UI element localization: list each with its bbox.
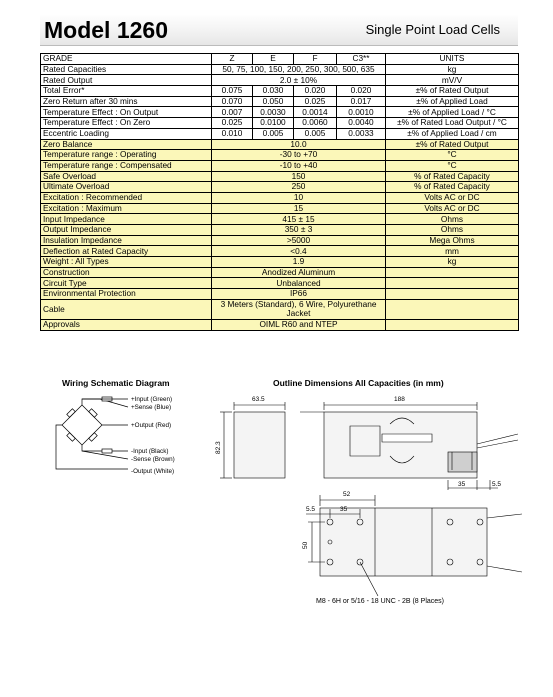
value-cell: 10 (212, 192, 386, 203)
row-label-cell: Cable (41, 299, 212, 319)
row-label-cell: Zero Balance (41, 139, 212, 150)
grade-value-cell: 0.030 (253, 86, 294, 97)
grade-value-cell: 0.020 (337, 86, 386, 97)
row-label-cell: Rated Capacities (41, 64, 212, 75)
grade-value-cell: 0.0040 (337, 118, 386, 129)
grade-header-cell: C3** (337, 54, 386, 65)
table-row (41, 320, 519, 331)
units-cell: % of Rated Capacity (386, 182, 519, 193)
units-cell: ±% of Applied Load (386, 96, 519, 107)
grade-value-cell: 0.0030 (253, 107, 294, 118)
dim-label: 35 (340, 506, 348, 513)
table-row (41, 64, 519, 75)
row-label-cell: Temperature Effect : On Output (41, 107, 212, 118)
dim-label: 35 (458, 481, 466, 488)
units-cell: ±% of Rated Output (386, 139, 519, 150)
units-cell: ±% of Rated Load Output / °C (386, 118, 519, 129)
row-label-cell: Rated Output (41, 75, 212, 86)
row-label-cell: Zero Return after 30 mins (41, 96, 212, 107)
row-label-cell: Temperature Effect : On Zero (41, 118, 212, 129)
units-cell: °C (386, 160, 519, 171)
thread-note: M8 - 6H or 5/16 - 18 UNC - 2B (8 Places) (316, 598, 444, 605)
wire-label: +Sense (Blue) (131, 404, 172, 411)
wire-label: -Input (Black) (131, 448, 169, 455)
dim-label: 63.5 (252, 396, 265, 403)
row-label-cell: Safe Overload (41, 171, 212, 182)
row-label-cell: Excitation : Maximum (41, 203, 212, 214)
row-label-cell: Weight : All Types (41, 257, 212, 268)
row-label-cell: Construction (41, 267, 212, 278)
table-row (41, 150, 519, 161)
table-row (41, 278, 519, 289)
table-row (41, 299, 519, 319)
table-row (41, 267, 519, 278)
grade-value-cell: 0.025 (212, 118, 253, 129)
table-header-row (41, 54, 519, 65)
outline-title: Outline Dimensions All Capacities (in mm) (273, 378, 444, 388)
row-label-cell: Output Impedance (41, 225, 212, 236)
grade-value-cell: 0.0100 (253, 118, 294, 129)
value-cell: 10.0 (212, 139, 386, 150)
grade-header-cell: E (253, 54, 294, 65)
units-cell (386, 289, 519, 300)
wire-label: -Sense (Brown) (131, 456, 175, 463)
units-cell: Volts AC or DC (386, 203, 519, 214)
table-row (41, 225, 519, 236)
grade-value-cell: 0.007 (212, 107, 253, 118)
table-row (41, 214, 519, 225)
value-cell: -30 to +70 (212, 150, 386, 161)
row-label-cell: Temperature range : Compensated (41, 160, 212, 171)
table-row (41, 118, 519, 129)
dim-label: 52 (343, 491, 351, 498)
units-cell: ±% of Applied Load / °C (386, 107, 519, 118)
grade-value-cell: 0.0014 (294, 107, 337, 118)
dim-label: 188 (394, 396, 405, 403)
units-cell (386, 278, 519, 289)
value-cell: 15 (212, 203, 386, 214)
row-label-cell: Environmental Protection (41, 289, 212, 300)
outline-drawing (200, 390, 540, 620)
row-label-cell: Excitation : Recommended (41, 192, 212, 203)
value-cell: 250 (212, 182, 386, 193)
table-row (41, 160, 519, 171)
table-row (41, 203, 519, 214)
dim-label: 82.3 (215, 441, 222, 454)
grade-value-cell: 0.017 (337, 96, 386, 107)
grade-header-cell: Z (212, 54, 253, 65)
model-title: Model 1260 (44, 17, 168, 43)
row-label-cell: Ultimate Overload (41, 182, 212, 193)
wiring-diagram (40, 393, 215, 483)
table-row (41, 75, 519, 86)
value-cell: 50, 75, 100, 150, 200, 250, 300, 500, 635 (212, 64, 386, 75)
product-subtitle: Single Point Load Cells (365, 22, 500, 37)
grade-value-cell: 0.025 (294, 96, 337, 107)
wire-label: +Input (Green) (131, 396, 173, 403)
dim-label: 50 (302, 541, 309, 549)
row-label-cell: Temperature range : Operating (41, 150, 212, 161)
dim-label: 5.5 (306, 506, 316, 513)
table-row (41, 257, 519, 268)
table-row (41, 192, 519, 203)
units-cell: % of Rated Capacity (386, 171, 519, 182)
value-cell: -10 to +40 (212, 160, 386, 171)
units-cell: mV/V (386, 75, 519, 86)
units-cell (386, 299, 519, 319)
table-row (41, 107, 519, 118)
units-cell: Volts AC or DC (386, 192, 519, 203)
value-cell: 350 ± 3 (212, 225, 386, 236)
units-cell: Ohms (386, 214, 519, 225)
value-cell: IP66 (212, 289, 386, 300)
table-row (41, 235, 519, 246)
row-label-cell: Input Impedance (41, 214, 212, 225)
spec-table (40, 53, 519, 331)
row-label-cell: Total Error* (41, 86, 212, 97)
units-cell (386, 320, 519, 331)
table-row (41, 182, 519, 193)
units-cell: Mega Ohms (386, 235, 519, 246)
value-cell: Unbalanced (212, 278, 386, 289)
grade-value-cell: 0.005 (294, 128, 337, 139)
units-cell (386, 267, 519, 278)
units-cell: ±% of Rated Output (386, 86, 519, 97)
header-cell: GRADE (41, 54, 212, 65)
row-label-cell: Eccentric Loading (41, 128, 212, 139)
table-row (41, 86, 519, 97)
value-cell: >5000 (212, 235, 386, 246)
grade-value-cell: 0.050 (253, 96, 294, 107)
table-row (41, 139, 519, 150)
units-header-cell: UNITS (386, 54, 519, 65)
units-cell: °C (386, 150, 519, 161)
value-cell: 2.0 ± 10% (212, 75, 386, 86)
wire-label: -Output (White) (131, 468, 175, 475)
grade-value-cell: 0.070 (212, 96, 253, 107)
table-row (41, 128, 519, 139)
value-cell: <0.4 (212, 246, 386, 257)
dim-label: 5.5 (492, 481, 502, 488)
value-cell: OIML R60 and NTEP (212, 320, 386, 331)
value-cell: Anodized Aluminum (212, 267, 386, 278)
grade-value-cell: 0.0033 (337, 128, 386, 139)
units-cell: mm (386, 246, 519, 257)
table-row (41, 289, 519, 300)
table-row (41, 246, 519, 257)
grade-value-cell: 0.010 (212, 128, 253, 139)
table-row (41, 171, 519, 182)
value-cell: 3 Meters (Standard), 6 Wire, Polyurethane Jacket (212, 299, 386, 319)
grade-value-cell: 0.0060 (294, 118, 337, 129)
wiring-title: Wiring Schematic Diagram (62, 378, 170, 388)
value-cell: 150 (212, 171, 386, 182)
grade-value-cell: 0.005 (253, 128, 294, 139)
grade-header-cell: F (294, 54, 337, 65)
value-cell: 415 ± 15 (212, 214, 386, 225)
row-label-cell: Insulation Impedance (41, 235, 212, 246)
wire-label: +Output (Red) (131, 422, 172, 429)
table-row (41, 96, 519, 107)
units-cell: Ohms (386, 225, 519, 236)
units-cell: kg (386, 257, 519, 268)
title-bar (40, 15, 518, 46)
units-cell: kg (386, 64, 519, 75)
units-cell: ±% of Applied Load / cm (386, 128, 519, 139)
row-label-cell: Circuit Type (41, 278, 212, 289)
row-label-cell: Approvals (41, 320, 212, 331)
value-cell: 1.9 (212, 257, 386, 268)
grade-value-cell: 0.0010 (337, 107, 386, 118)
grade-value-cell: 0.020 (294, 86, 337, 97)
row-label-cell: Deflection at Rated Capacity (41, 246, 212, 257)
grade-value-cell: 0.075 (212, 86, 253, 97)
